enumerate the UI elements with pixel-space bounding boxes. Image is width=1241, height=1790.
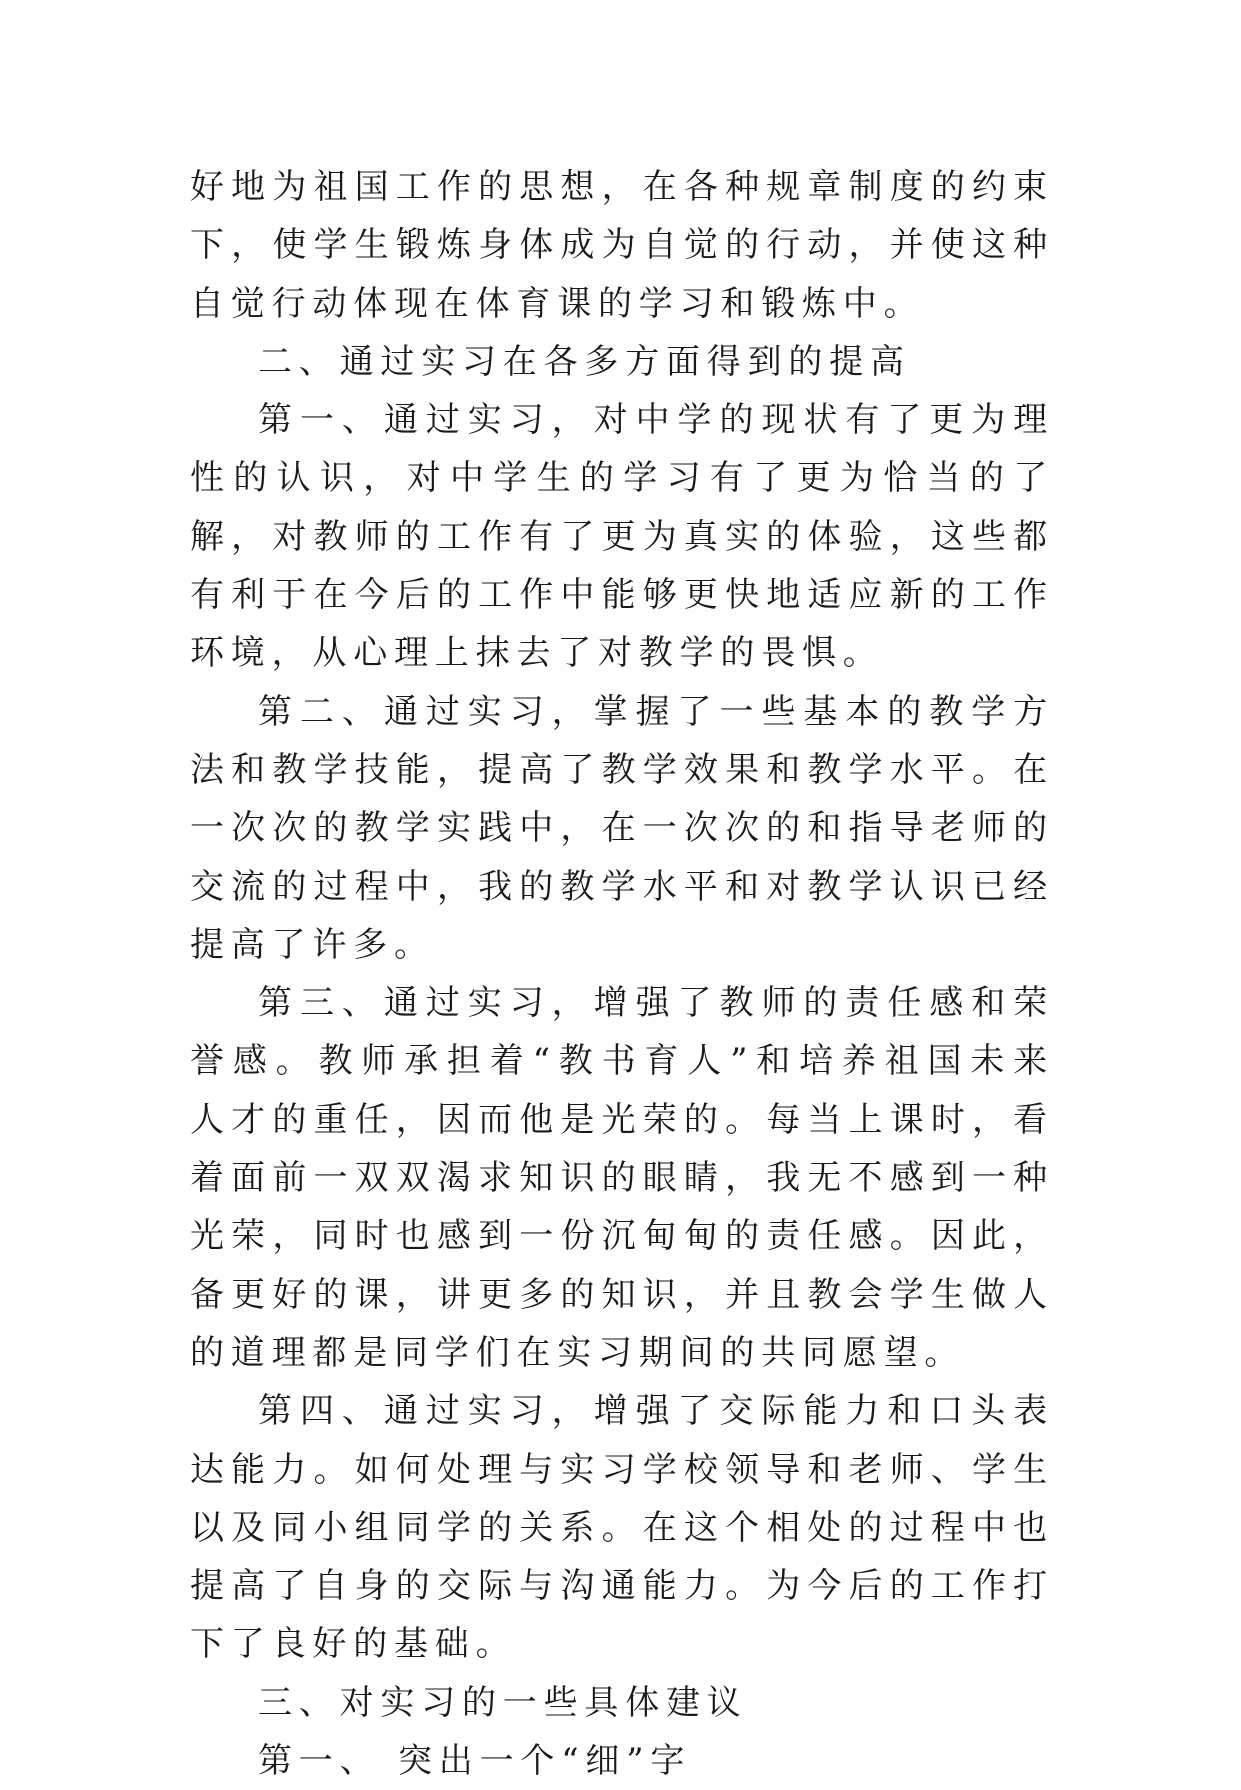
subheading-point-1: 第一、 突出一个“细”字 [258, 1741, 692, 1782]
section-heading-2: 二、通过实习在各多方面得到的提高 [258, 341, 911, 382]
paragraph-point-1: 第一、通过实习，对中学的现状有了更为理性的认识，对中学生的学习有了更为恰当的了解，对教师的工作有了更为真实的体验，这些都有利于在今后的工作中能够更快地适应新的工作环境，从心理上抹去了对教学的畏惧。 [190, 400, 1054, 674]
paragraph-point-4: 第四、通过实习，增强了交际能力和口头表达能力。如何处理与实习学校领导和老师、学生以及同小组同学的关系。在这个相处的过程中也提高了自身的交际与沟通能力。为今后的工作打下了良好的基础。 [190, 1391, 1054, 1665]
paragraph-continuation: 好地为祖国工作的思想，在各种规章制度的约束下，使学生锻炼身体成为自觉的行动，并使这种自觉行动体现在体育课的学习和锻炼中。 [190, 167, 1054, 324]
paragraph-point-3: 第三、通过实习，增强了教师的责任感和荣誉感。教师承担着“教书育人”和培养祖国未来人才的重任，因而他是光荣的。每当上课时，看着面前一双双渴求知识的眼睛，我无不感到一种光荣，同时也感到一份沉甸甸的责任感。因此，备更好的课，讲更多的知识，并且教会学生做人的道理都是同学们在实习期间的共同愿望。 [190, 983, 1054, 1373]
section-heading-3: 三、对实习的一些具体建议 [258, 1682, 748, 1723]
document-body [190, 158, 1054, 1790]
paragraph-point-2: 第二、通过实习，掌握了一些基本的教学方法和教学技能，提高了教学效果和教学水平。在一次次的教学实践中，在一次次的和指导老师的交流的过程中，我的教学水平和对教学认识已经提高了许多。 [190, 691, 1054, 965]
